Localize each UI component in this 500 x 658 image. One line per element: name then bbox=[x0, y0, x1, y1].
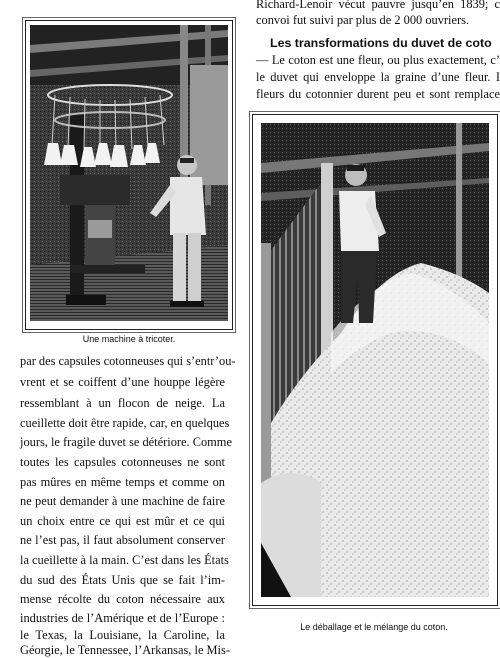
section-heading: Les transformations du duvet de coto bbox=[270, 36, 492, 50]
body-line-7: pas mûres en même temps et comme on bbox=[20, 475, 225, 489]
body-line-9: un choix entre ce qui est mûr et ce qui bbox=[20, 514, 225, 528]
top-line-5: fleurs du cotonnier durent peu et sont remplace bbox=[256, 87, 500, 101]
body-line-5: jours, le fragile duvet se détériore. Comme bbox=[20, 435, 232, 449]
top-line-3: — Le coton est une fleur, ou plus exactement, c’ bbox=[256, 53, 500, 67]
top-line-1: Richard-Lenoir vécut pauvre jusqu’en 1839; c bbox=[256, 0, 500, 11]
caption-cotton-mixing: Le déballage et le mélange du coton. bbox=[300, 622, 448, 632]
knitting-machine-photo bbox=[30, 25, 228, 321]
figure-cotton-mixing bbox=[252, 114, 498, 606]
body-line-3: ressemblant à un flocon de neige. La bbox=[20, 396, 225, 410]
top-line-4: le duvet qui enveloppe la graine d’une fleur. I bbox=[256, 70, 500, 84]
body-line-1: par des capsules cotonneuses qui s’entr’ou- bbox=[20, 354, 236, 368]
cotton-mixing-photo bbox=[261, 123, 489, 597]
body-line-12: du sud des États Unis que se fait l’im- bbox=[20, 573, 225, 587]
body-line-10: ne l’est pas, il faut absolument conserver bbox=[20, 533, 225, 547]
body-line-15: le Texas, la Louisiane, la Caroline, la bbox=[20, 628, 225, 642]
figure-knitting-machine bbox=[25, 20, 233, 330]
body-line-6: toutes les capsules cotonneuses ne sont bbox=[20, 455, 225, 469]
body-line-13: mense récolte du coton nécessaire aux bbox=[20, 592, 225, 606]
body-line-8: ne peut demander à une machine de faire bbox=[20, 494, 225, 508]
body-line-14: industries de l’Amérique et de l’Europe : bbox=[20, 611, 225, 625]
top-line-2: convoi fut suivi par plus de 2 000 ouvriers. bbox=[256, 13, 470, 27]
body-line-11: la cueillette à la main. C’est dans les États bbox=[20, 553, 229, 567]
caption-knitting-machine: Une machine à tricoter. bbox=[82, 334, 176, 344]
body-line-4: cueillette doit être rapide, car, en quelques bbox=[20, 416, 230, 430]
body-line-2: vrent et se coiffent d’une houppe légère bbox=[20, 375, 225, 389]
body-line-16: Géorgie, le Tennessee, l’Arkansas, le Mis- bbox=[20, 643, 230, 657]
